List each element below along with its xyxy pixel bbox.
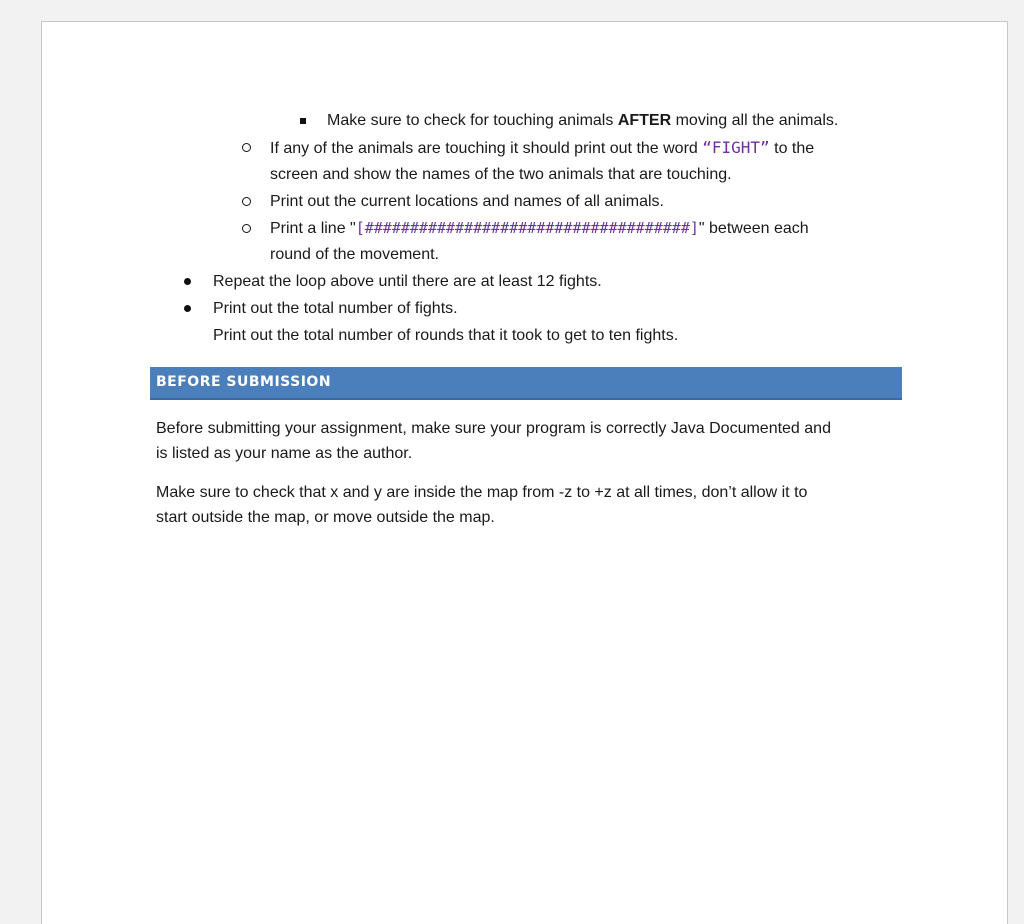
- fight-word: “FIGHT”: [702, 138, 770, 157]
- text-run: " between each: [698, 220, 809, 237]
- text-run: Print a line ": [270, 220, 356, 237]
- paragraph-2-line-2: start outside the map, or move outside the map.: [156, 509, 495, 526]
- disc-bullet-icon: [184, 305, 191, 312]
- bold-text-run: AFTER: [617, 112, 672, 129]
- text-run: to the: [769, 140, 815, 157]
- bullet-item-repeat: Repeat the loop above until there are at least 12 fights.: [213, 273, 602, 290]
- code-snippet: [####################################]: [355, 219, 699, 237]
- section-title: BEFORE SUBMISSION: [156, 374, 332, 390]
- list-item-fight-line2: screen and show the names of the two animals that are touching.: [270, 166, 732, 183]
- list-item-fight-line1: [270, 138, 814, 159]
- list-item-print-line-2: round of the movement.: [270, 246, 439, 263]
- sub-bullet-text: [327, 111, 838, 131]
- list-item-locations: Print out the current locations and names of all animals.: [270, 193, 664, 210]
- text-run: If any of the animals are touching it should print out the word: [270, 140, 703, 157]
- paragraph-2-line-1: Make sure to check that x and y are inside the map from -z to +z at all times, don’t allow it to: [156, 484, 808, 501]
- circle-bullet-icon: [242, 197, 251, 206]
- section-header: [150, 367, 902, 400]
- circle-bullet-icon: [242, 224, 251, 233]
- bullet-item-total-fights: Print out the total number of fights.: [213, 300, 458, 317]
- document-page: [41, 21, 1008, 924]
- square-bullet-icon: [300, 118, 306, 124]
- bullet-continuation: Print out the total number of rounds that it took to get to ten fights.: [213, 327, 679, 344]
- disc-bullet-icon: [184, 278, 191, 285]
- circle-bullet-icon: [242, 143, 251, 152]
- text-run: Make sure to check for touching animals: [327, 112, 618, 129]
- list-item-print-line: [270, 218, 809, 239]
- text-run: moving all the animals.: [671, 112, 839, 129]
- paragraph-1-line-2: is listed as your name as the author.: [156, 445, 413, 462]
- paragraph-1-line-1: Before submitting your assignment, make sure your program is correctly Java Documented and: [156, 420, 831, 437]
